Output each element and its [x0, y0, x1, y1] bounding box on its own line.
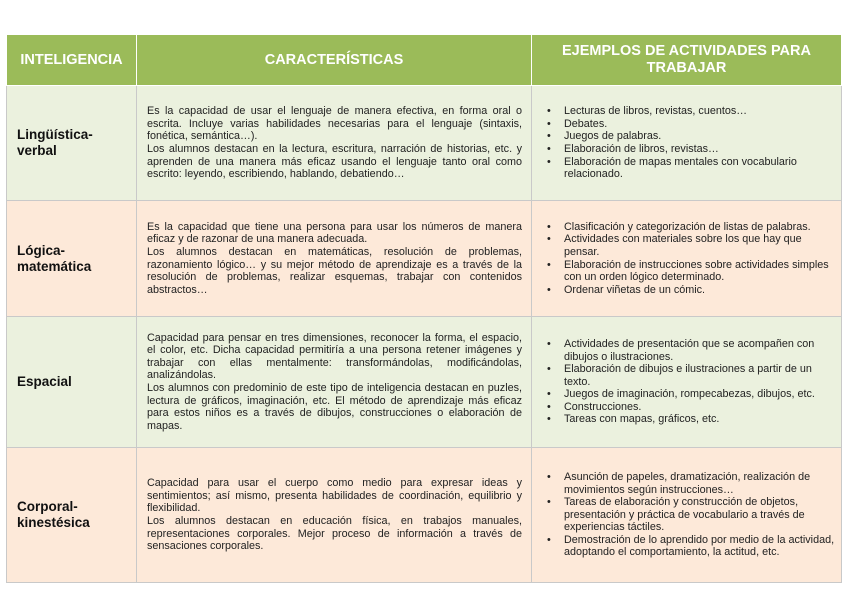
intelligence-name: Lógica-matemática — [7, 201, 137, 317]
intelligence-description — [137, 86, 532, 201]
description-line: Los alumnos destacan en educación física, en trabajos manuales, representaciones corporales. Mejor proceso de información a través de sensaciones corporales. — [147, 515, 522, 553]
table-row — [7, 317, 842, 448]
list-item: • Tareas con mapas, gráficos, etc. — [564, 413, 835, 426]
activity-examples — [532, 448, 842, 583]
list-item: • Construcciones. — [564, 401, 835, 414]
table-row — [7, 448, 842, 583]
list-item: • Tareas de elaboración y construcción de objetos, presentación y práctica de vocabulario a través de experiencias táctiles. — [564, 496, 835, 534]
list-item: • Lecturas de libros, revistas, cuentos… — [564, 105, 835, 118]
intelligence-description — [137, 201, 532, 317]
description-line: Los alumnos destacan en matemáticas, resolución de problemas, razonamiento lógico… y su mejor método de aprendizaje es a través de la resolución de problemas, realizar esquemas, trabajar con contenidos abstractos… — [147, 245, 522, 296]
list-item: • Actividades de presentación que se acompañen con dibujos o ilustraciones. — [564, 338, 835, 363]
description-line: Capacidad para pensar en tres dimensiones, reconocer la forma, el espacio, el color, etc. Dicha capacidad permitiría a una persona retener imágenes y trabajar con ellas mentalmente: transformándolas, modificándolas, analizándolas. — [147, 331, 522, 382]
example-list — [540, 471, 835, 559]
intelligence-name: Corporal-kinestésica — [7, 448, 137, 583]
description-line: Los alumnos destacan en la lectura, escritura, narración de historias, etc. y aprenden de una manera más eficaz usando el lenguaje tanto oral como escrito: leyendo, escribiendo, hablando, debatiendo… — [147, 143, 522, 181]
header-characteristics: CARACTERÍSTICAS — [137, 35, 532, 86]
list-item: • Clasificación y categorización de listas de palabras. — [564, 221, 835, 234]
activity-examples — [532, 201, 842, 317]
example-list — [540, 105, 835, 181]
list-item: • Asunción de papeles, dramatización, realización de movimientos según instrucciones… — [564, 471, 835, 496]
list-item: • Elaboración de dibujos e ilustraciones a partir de un texto. — [564, 363, 835, 388]
activity-examples — [532, 317, 842, 448]
table-row — [7, 86, 842, 201]
example-list — [540, 338, 835, 426]
intelligence-name: Espacial — [7, 317, 137, 448]
description-line: Capacidad para usar el cuerpo como medio para expresar ideas y sentimientos; así mismo, presenta habilidades de coordinación, equilibrio y flexibilidad. — [147, 477, 522, 515]
list-item: • Ordenar viñetas de un cómic. — [564, 284, 835, 297]
example-list — [540, 221, 835, 297]
activity-examples — [532, 86, 842, 201]
table-row — [7, 201, 842, 317]
intelligence-description — [137, 448, 532, 583]
header-intelligence: INTELIGENCIA — [7, 35, 137, 86]
list-item: • Elaboración de libros, revistas… — [564, 143, 835, 156]
list-item: • Demostración de lo aprendido por medio de la actividad, adoptando el comportamiento, la actitud, etc. — [564, 534, 835, 559]
header-row — [7, 35, 842, 86]
list-item: • Juegos de imaginación, rompecabezas, dibujos, etc. — [564, 388, 835, 401]
description-line: Los alumnos con predominio de este tipo de inteligencia destacan en puzles, lectura de gráficos, imaginación, etc. El método de aprendizaje más eficaz para estos niños es a través de dibujos, construcciones o elaboración de mapas. — [147, 382, 522, 432]
list-item: • Debates. — [564, 118, 835, 131]
list-item: • Elaboración de instrucciones sobre actividades simples con un orden lógico determinado. — [564, 259, 835, 284]
description-line: Es la capacidad que tiene una persona para usar los números de manera eficaz y de razonar de una manera adecuada. — [147, 220, 522, 246]
list-item: • Elaboración de mapas mentales con vocabulario relacionado. — [564, 156, 835, 181]
description-line: Es la capacidad de usar el lenguaje de manera efectiva, en forma oral o escrita. Incluye varias habilidades necesarias para el lenguaje (sintaxis, fonética, semántica…). — [147, 105, 522, 143]
list-item: • Juegos de palabras. — [564, 130, 835, 143]
header-activity-examples: EJEMPLOS DE ACTIVIDADES PARA TRABAJAR — [532, 35, 842, 86]
intelligences-table — [6, 34, 842, 583]
intelligence-name: Lingüística-verbal — [7, 86, 137, 201]
list-item: • Actividades con materiales sobre los que hay que pensar. — [564, 233, 835, 258]
intelligence-description — [137, 317, 532, 448]
